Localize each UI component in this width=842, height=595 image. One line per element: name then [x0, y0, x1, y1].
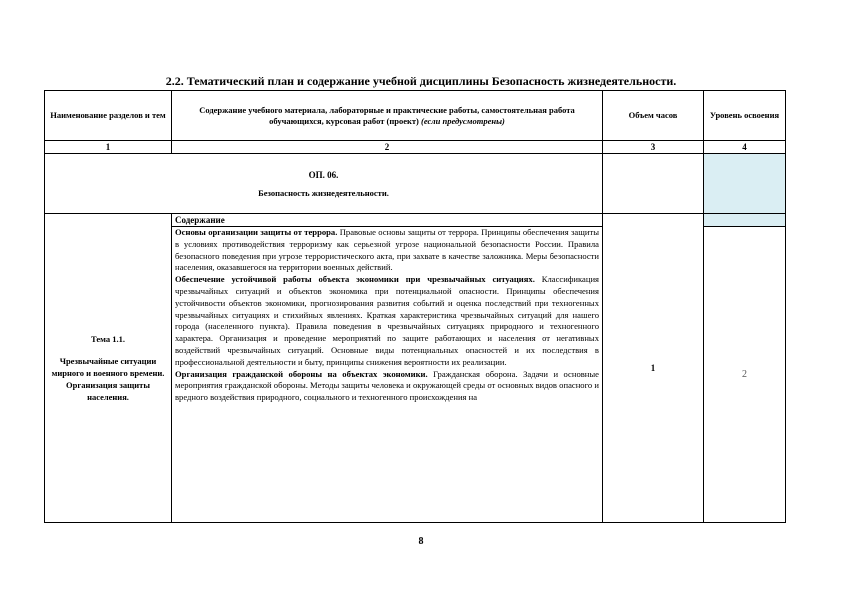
topic-row [45, 214, 786, 227]
column-number-1: 1 [45, 141, 172, 154]
topic-level: 2 [704, 227, 786, 523]
paragraph-economy-text: Классификация чрезвычайных ситуаций и объектов экономика при потенциальной опасности. Принципы обеспечения устойчивости объектов экономики, прогнозирования развития событий и оценка последствий при техногенных чрезвычайных ситуациях и стихийных явлениях. Краткая характеристика чрезвычайных ситуаций для нашего города (населенного пункта). Правила поведения в чрезвычайных ситуациях природного и техногенного характера. Организация и проведение мероприятий по защите работающих и населения от негативных воздействий чрезвычайных ситуаций. Основные виды потенциальных опасностей и их последствия в профессиональной деятельности и быту, принципы снижения вероятности их реализации. [175, 274, 600, 367]
paragraph-economy-heading: Обеспечение устойчивой работы объекта экономики при чрезвычайных ситуациях. [175, 274, 535, 285]
header-sections: Наименование разделов и тем [45, 91, 172, 141]
header-level: Уровень освоения [704, 91, 786, 141]
topic-name: Чрезвычайные ситуации мирного и военного времени. Организация защиты населения. [51, 356, 165, 402]
column-number-4: 4 [704, 141, 786, 154]
content-heading-level-cell [704, 214, 786, 227]
paragraph-civil-defense [175, 369, 599, 404]
section-row [45, 154, 786, 214]
topic-hours: 1 [603, 214, 704, 523]
paragraph-terror-heading: Основы организации защиты от террора. [175, 227, 338, 237]
header-hours: Объем часов [603, 91, 704, 141]
section-name: Безопасность жизнедеятельности. [258, 187, 389, 198]
topic-cell [45, 214, 172, 523]
section-level-cell [704, 154, 786, 214]
section-cell [45, 154, 603, 214]
thematic-plan-table [44, 90, 786, 523]
header-content-main: Содержание учебного материала, лабораторные и практические работы, самостоятельная работа обучающихся, курсовая работ (проект) [199, 104, 575, 126]
topic-label: Тема 1.1. [91, 334, 125, 344]
paragraph-terror [175, 227, 599, 274]
section-hours-cell [603, 154, 704, 214]
header-content-italic: (если предусмотрены) [421, 115, 505, 126]
column-number-3: 3 [603, 141, 704, 154]
topic-content [172, 227, 603, 523]
paragraph-civil-defense-heading: Организация гражданской обороны на объектах экономики. [175, 368, 428, 379]
column-number-row [45, 141, 786, 154]
content-heading: Содержание [172, 214, 603, 227]
paragraph-civil-defense-text: Гражданская оборона. Задачи и основные мероприятия гражданской обороны. Методы защиты человека и окружающей среды от основных видов опасного и вредного воздействия природного, социального и техногенного происхождения на [175, 368, 599, 403]
page-number: 8 [418, 536, 424, 547]
header-content [172, 91, 603, 141]
page-title: 2.2. Тематический план и содержание учебной дисциплины Безопасность жизнедеятельности. [165, 74, 677, 88]
section-code: ОП. 06. [308, 169, 339, 180]
column-number-2: 2 [172, 141, 603, 154]
paragraph-terror-text: Правовые основы защиты от террора. Принципы обеспечения защиты в условиях противодействия терроризму как серьезной угрозе национальной безопасности России. Правила безопасного поведения при угрозе террористического акта, при захвате в качестве заложника. Меры безопасности населения, оказавшегося на территории военных действий. [175, 227, 599, 273]
paragraph-economy [175, 274, 599, 368]
table-header-row [45, 91, 786, 141]
